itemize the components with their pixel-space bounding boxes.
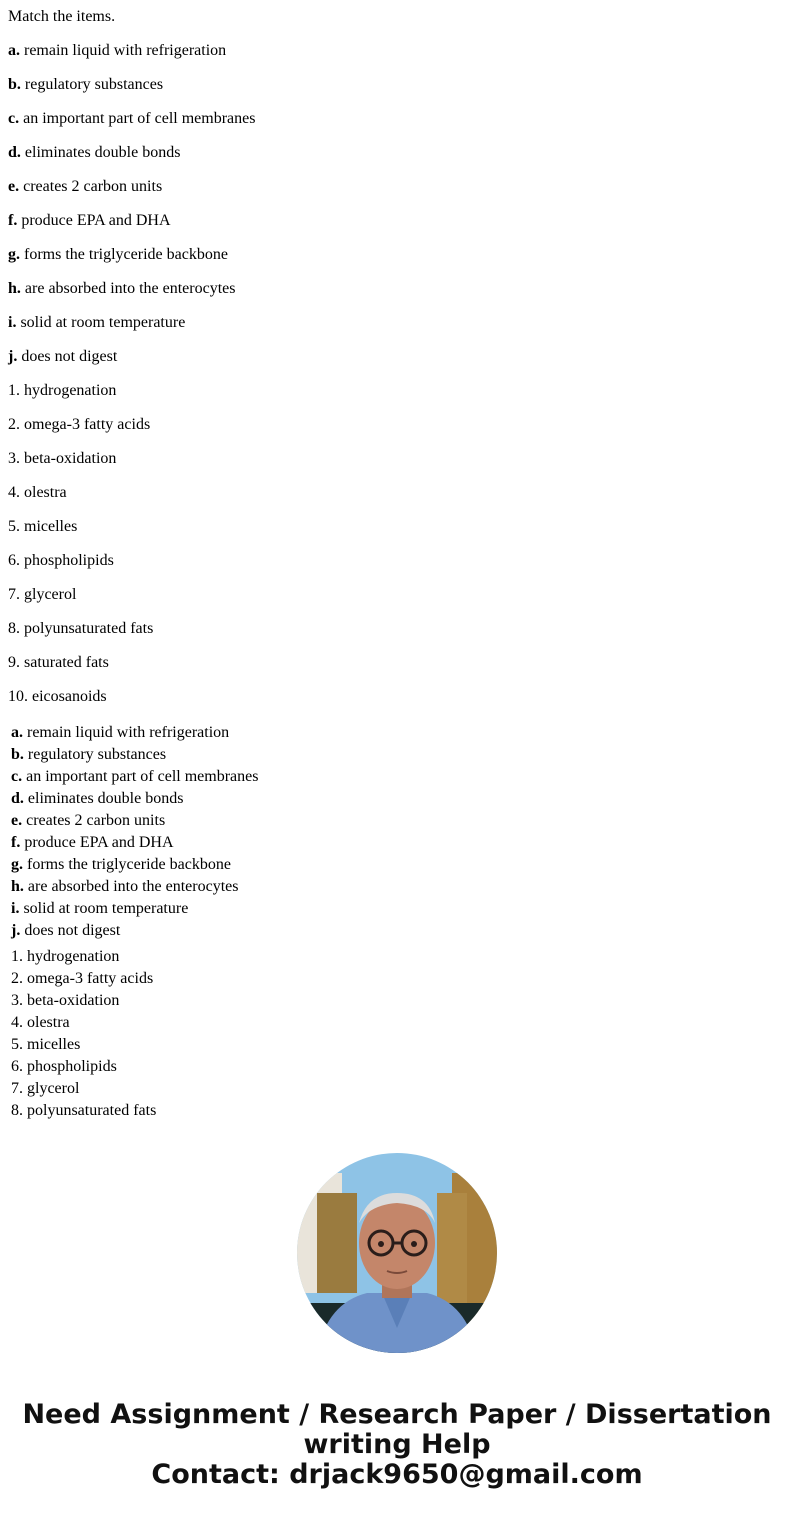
definition-item — [11, 744, 258, 766]
term-item: 6. phospholipids — [8, 552, 114, 569]
portrait-image — [297, 1153, 497, 1353]
definition-text: creates 2 carbon units — [23, 178, 163, 195]
definition-text: are absorbed into the enterocytes — [27, 878, 239, 895]
definition-letter: g. — [8, 246, 20, 263]
term-item: 4. olestra — [8, 484, 67, 501]
definition-item — [8, 211, 255, 245]
definition-item — [8, 347, 255, 381]
definition-letter: g. — [11, 856, 23, 873]
definition-letter: h. — [11, 878, 24, 895]
definition-item — [8, 279, 255, 313]
definition-item — [8, 109, 255, 143]
question-prompt: Match the items. — [8, 8, 116, 25]
definition-letter: c. — [11, 768, 23, 785]
term-item: 7. glycerol — [11, 1080, 80, 1097]
definition-letter: a. — [11, 724, 23, 741]
definition-text: creates 2 carbon units — [26, 812, 166, 829]
definition-letter: j. — [11, 922, 21, 939]
definition-letter: f. — [8, 212, 18, 229]
definition-text: remain liquid with refrigeration — [27, 724, 230, 741]
term-item: 4. olestra — [11, 1014, 70, 1031]
definition-text: forms the triglyceride backbone — [24, 246, 228, 263]
definition-item — [8, 245, 255, 279]
definition-letter: f. — [11, 834, 21, 851]
definition-item — [11, 810, 258, 832]
definition-text: eliminates double bonds — [27, 790, 184, 807]
term-item: 5. micelles — [11, 1036, 81, 1053]
term-item: 6. phospholipids — [11, 1058, 117, 1075]
definition-item — [11, 788, 258, 810]
definition-list — [8, 41, 255, 721]
definition-item — [8, 313, 255, 347]
definition-text: does not digest — [24, 922, 121, 939]
definition-item — [11, 722, 258, 744]
definition-item — [11, 876, 258, 898]
definition-text: remain liquid with refrigeration — [24, 42, 227, 59]
term-item: 10. eicosanoids — [8, 688, 107, 705]
definition-item — [11, 920, 258, 942]
banner-contact-line[interactable]: Contact: drjack9650@gmail.com — [151, 1459, 643, 1490]
definition-item — [11, 898, 258, 920]
definition-letter: i. — [8, 314, 17, 331]
banner-line-1: Need Assignment / Research Paper / Dissertation — [22, 1399, 772, 1430]
definition-text: an important part of cell membranes — [23, 110, 256, 127]
definition-letter: a. — [8, 42, 20, 59]
repeat-term-list — [11, 946, 156, 1122]
term-item: 8. polyunsaturated fats — [11, 1102, 157, 1119]
definition-item — [11, 854, 258, 876]
definition-item — [8, 177, 255, 211]
repeat-definition-list — [11, 722, 258, 942]
definition-text: regulatory substances — [24, 76, 164, 93]
term-item: 8. polyunsaturated fats — [8, 620, 154, 637]
definition-letter: d. — [11, 790, 24, 807]
definition-text: eliminates double bonds — [24, 144, 181, 161]
definition-text: produce EPA and DHA — [21, 212, 171, 229]
definition-text: forms the triglyceride backbone — [27, 856, 231, 873]
definition-item — [11, 832, 258, 854]
definition-item — [11, 766, 258, 788]
banner-line-2: writing Help — [303, 1429, 491, 1460]
definition-letter: b. — [8, 76, 21, 93]
definition-text: produce EPA and DHA — [24, 834, 174, 851]
definition-item — [8, 75, 255, 109]
definition-text: solid at room temperature — [23, 900, 189, 917]
term-item: 9. saturated fats — [8, 654, 109, 671]
definition-letter: j. — [8, 348, 18, 365]
term-item: 5. micelles — [8, 518, 78, 535]
contact-banner — [0, 1400, 794, 1490]
definition-letter: c. — [8, 110, 20, 127]
term-item: 7. glycerol — [8, 586, 77, 603]
term-item: 1. hydrogenation — [11, 948, 120, 965]
definition-item — [8, 143, 255, 177]
definition-item — [8, 41, 255, 75]
term-item: 3. beta-oxidation — [11, 992, 120, 1009]
definition-text: does not digest — [21, 348, 118, 365]
definition-letter: h. — [8, 280, 21, 297]
definition-letter: i. — [11, 900, 20, 917]
term-item: 2. omega-3 fatty acids — [11, 970, 154, 987]
definition-letter: e. — [11, 812, 23, 829]
author-photo — [297, 1153, 497, 1353]
term-item: 2. omega-3 fatty acids — [8, 416, 151, 433]
definition-letter: e. — [8, 178, 20, 195]
term-item: 1. hydrogenation — [8, 382, 117, 399]
definition-text: an important part of cell membranes — [26, 768, 259, 785]
definition-text: regulatory substances — [27, 746, 167, 763]
term-item: 3. beta-oxidation — [8, 450, 117, 467]
definition-text: solid at room temperature — [20, 314, 186, 331]
definition-text: are absorbed into the enterocytes — [24, 280, 236, 297]
definition-letter: d. — [8, 144, 21, 161]
definition-letter: b. — [11, 746, 24, 763]
